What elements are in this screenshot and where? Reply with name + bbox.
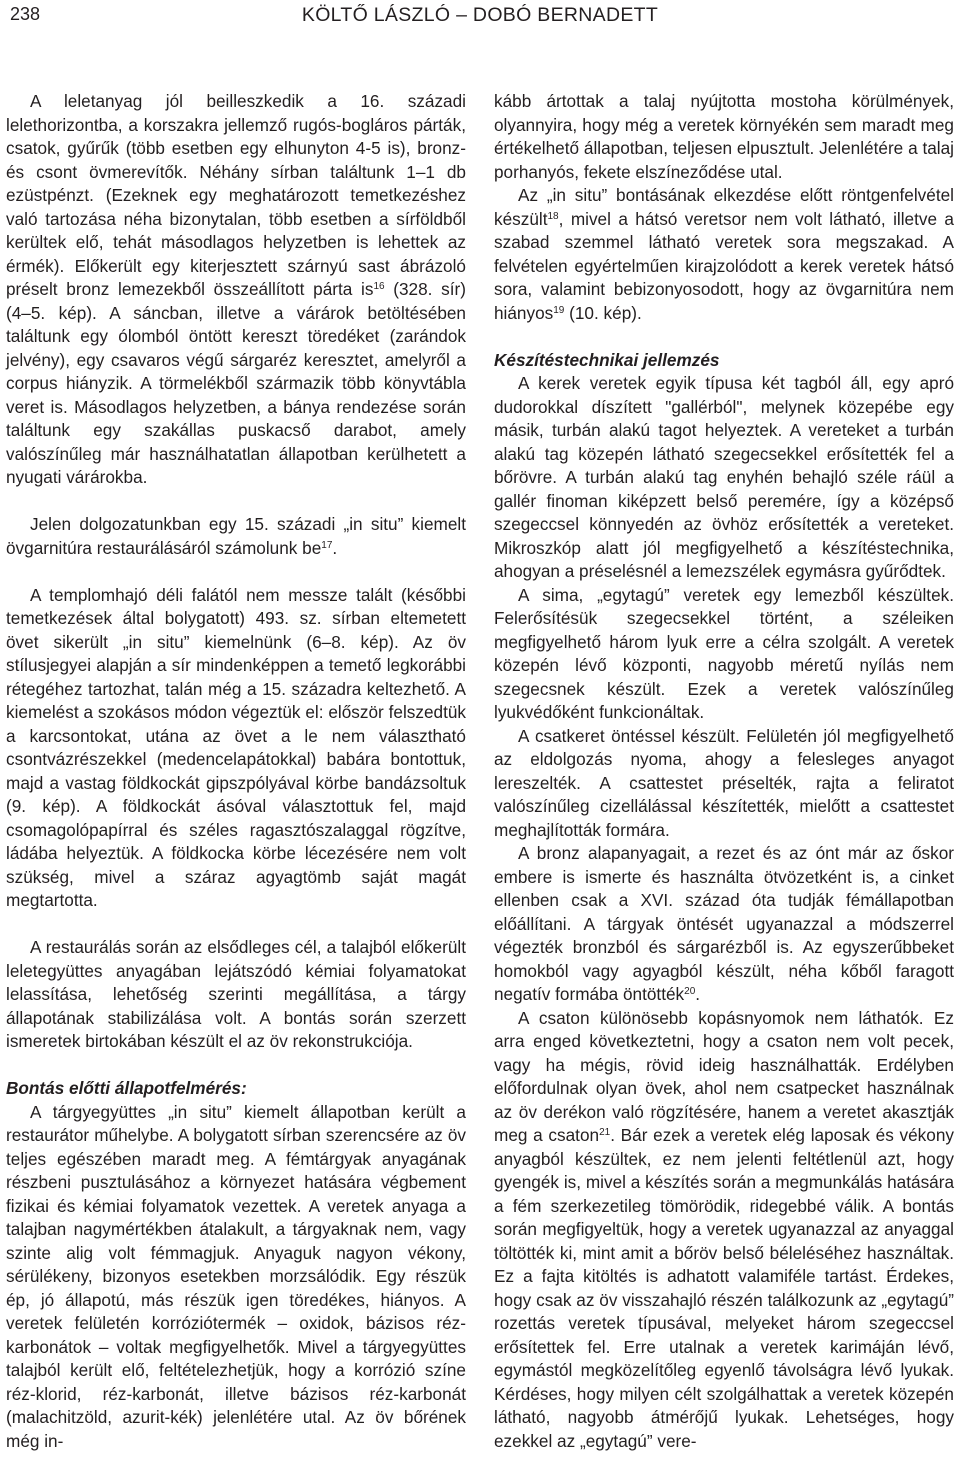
paragraph	[6, 90, 466, 490]
paragraph: A kerek veretek egyik típusa két tagból áll, egy apró dudorokkal díszített "gallérból", melynek közepébe egy másik, turbán alakú tagot helyeztek. A vereteket a turbán alakú tag közepén látható szegecsekkel erősítették fel a bőrövre. A turbán alakú tag enyhén behajló széle ráül a gallér finoman kiképzett belső peremére, így a középső szegeccsel könnyedén az övhöz erősítették a vereteket. Mikroszkóp alatt jól megfigyelhető a készítéstechnika, ahogyan a préselésnél a lemezszélek egymásra gyűrődtek.	[494, 373, 954, 581]
paragraph-text: . Bár ezek a veretek elég laposak és vékony anyagból készültek, ez nem jelenti feltétlenül azt, hogy gyengék is, mivel a készítés során a megmunkálás hatására a fém szerkezetileg tömörödik, ridegebbé válik. A bontás során megfigyeltük, hogy a veretek ugyanazzal az anyaggal töltötték ki, mint amit a bőröv belső béleléséhez használtak. Ez a fajta kitöltés is adhatott valamiféle tartást. Érdekes, hogy csak az öv visszahajló részén találkozunk az „egytagú” rozettás veretek típusával, melyeket három szegeccsel erősítettek fel. Erre utalnak a veretek karimáján lévő, egymástól megközelítőleg egyenlő távolságra lévő lyukak. Kérdéses, hogy milyen célt szolgálhattak a veretek közepén látható, nagyobb átmérőjű lyukak. Lehetséges, hogy ezekkel az „egytagú” vere-	[494, 1125, 954, 1451]
section-heading: Bontás előtti állapotfelmérés:	[6, 1078, 247, 1098]
paragraph	[494, 184, 954, 325]
footnote-ref: 17	[321, 539, 333, 551]
running-head: KÖLTŐ LÁSZLÓ – DOBÓ BERNADETT	[301, 4, 659, 26]
spacer	[494, 325, 954, 349]
spacer	[6, 1054, 466, 1078]
footnote-ref: 20	[684, 986, 696, 997]
left-column	[6, 90, 466, 1453]
footnote-ref: 16	[373, 281, 385, 292]
paragraph: A restaurálás során az elsődleges cél, a talajból előkerült leletegyüttes anyagában lejátszódó kémiai folyamatokat lelassítása, lehetőség szerinti megállítása, a tárgy állapotának stabilizálása volt. A bontás során szerzett ismeretek birtokában készült el az öv rekonstrukciója.	[6, 937, 466, 1051]
spacer	[6, 490, 466, 514]
paragraph-text: Az „in situ” bontásának elkezdése előtt röntgenfelvétel készült	[494, 185, 954, 229]
paragraph-text: A leletanyag jól beilleszkedik a 16. századi lelethorizontba, a korszakra jellemző rugós-bogláros párták, csatok, gyűrűk (több esetben egy elhunyton 4-5 is), bronz- és csont övmerevítők. Néhány sírban találtunk 1–1 db ezüstpénzt. (Ezeknek egy meghatározott temetkezéshez való tartozása néha bizonytalan, több esetben a sírföldből kerültek elő, tehát másodlagos helyzetben is lehettek az érmék). Előkerült egy kiterjesztett szárnyú sast ábrázoló préselt bronz lemezekből összeállított párta is	[6, 91, 466, 299]
paragraph-text: , mivel a hátsó veretsor nem volt látható, illetve a szabad szemmel látható veretek sora megszakad. A felvételen egyértelműen kirajzolódott a kerek veretek hátsó sora, valamint bebizonyosodott, hogy az övgarnitúra nem hiányos	[494, 208, 954, 323]
page-header	[0, 0, 960, 40]
footnote-ref: 18	[547, 210, 559, 222]
paragraph-text: Jelen dolgozatunkban egy 15. századi „in situ” kiemelt övgarnitúra restaurálásáról számolunk be	[6, 514, 466, 558]
paragraph	[494, 1007, 954, 1454]
paragraph: kább ártottak a talaj nyújtotta mostoha körülmények, olyannyira, hogy még a veretek környékén sem maradt meg értékelhető állapotban, teljesen elpusztult. Jelenlétére a talaj porhanyós, fekete elszíneződése utal.	[494, 91, 954, 182]
paragraph: A tárgyegyüttes „in situ” kiemelt állapotban került a restaurátor műhelybe. A bolygatott sírban szerencsére az öv teljes egészében maradt meg. A fémtárgyak anyagának részbeni pusztulásához a környezet hatására végbement fizikai és kémiai folyamatok vezettek. A veretek anyaga a talajban nagymértékben átalakult, a tárgyaknak nem, vagy szinte alig volt fémmagjuk. Anyaguk nagyon vékony, sérülékeny, bizonyos esetekben morzsálódik. Egy részük ép, jó állapotú, más részük igen töredékes, hiányos. A veretek felületén korróziótermék – oxidok, bázisos réz-karbonátok – voltak megfigyelhetők. Mivel a tárgyegyüttes talajból került elő, feltételezhetjük, hogy a korrózió színe réz-klorid, réz-karbonát, illetve bázisos réz-karbonát (malachitzöld, azurit-kék) jelenlétére utal. Az öv bőrének még in-	[6, 1101, 466, 1451]
paragraph	[6, 513, 466, 560]
paragraph	[494, 842, 954, 1007]
paragraph-text: A csaton különösebb kopásnyomok nem láthatók. Ez arra enged következtetni, hogy a csaton nem volt pecek, vagy ha mégis, rövid ideig használhatták. Erdélyben előfordulnak olyan övek, ahol nem csatpecket használnak az öv derékon való rögzítésére, hanem a veretet akasztják meg a csaton	[494, 1007, 954, 1145]
right-column	[494, 90, 954, 1453]
paragraph-text: (328. sír) (4–5. kép). A sáncban, illetve a várárok betöltésében találtunk egy ólomból öntött kereszt töredéket (zarándok jelvény), egy csavaros végű sárgaréz keresztet, amelyről a corpus hiányzik. A törmelékből származik több könyvtábla veret is. Másodlagos helyzetben, a bánya rendezése során találtunk egy szakállas puskacső darabot, amely valószínűleg már használhatatlan állapotban kerülhetett a nyugati várárokba.	[6, 279, 466, 487]
spacer	[6, 913, 466, 937]
section-heading: Készítéstechnikai jellemzés	[494, 349, 720, 370]
page-number: 238	[10, 4, 41, 24]
footnote-ref: 19	[553, 304, 565, 316]
footnote-ref: 21	[599, 1127, 611, 1138]
paragraph: A templomhajó déli falától nem messze talált (későbbi temetkezések által bolygatott) 493. sz. sírban eltemetett övet sikerült „in situ” kiemelnünk (6–8. kép). Az öv stílusjegyei alapján a sír mindenképpen a temető legkorábbi rétegéhez tartozhat, talán még a 15. századra keltezhető. A kiemelést a szokásos módon végeztük el: először felszedtük a karcsontokat, utána az övet a le nem választható csontvázrészekkel (medencelapátokkal) babára bontottuk, majd a vastag földkockát gipszpólyával körbe bandázsoltuk (9. kép). A földkockát ásóval választottuk fel, majd csomagolópapírral és széles ragasztószalaggal rögzítve, ládába helyeztük. A földkocka körbe lécezésére nem volt szükség, mivel a száraz agyagtömb saját magát megtartotta.	[6, 584, 466, 910]
paragraph-text: (10. kép).	[564, 302, 642, 323]
paragraph-text: A bronz alapanyagait, a rezet és az ónt már az őskor embere is ismerte és használta ötvözetként is, a cinket ellenben csak a XVI. század óta tudják fémállapotban előállítani. A tárgyak öntését ugyanazzal a módszerrel végezték bronzból és sárgarézből is. Az egyszerűbbeket homokból vagy agyagból készült, néha kőből faragott negatív formába öntötték	[494, 843, 954, 1004]
paragraph-text: .	[332, 537, 338, 558]
paragraph-text: .	[695, 984, 701, 1004]
spacer	[6, 560, 466, 584]
paragraph: A csatkeret öntéssel készült. Felületén jól megfigyelhető az eldolgozás nyoma, ahogy a felesleges anyagot lereszelték. A csattestet préselték, rajta a feliratot valószínűleg cizellálással készítették, mielőtt a csattestet meghajlították formára.	[494, 725, 954, 840]
paragraph: A sima, „egytagú” veretek egy lemezből készültek. Felerősítésük szegecsekkel történt, a széleiken megfigyelhető három lyuk erre a célra szolgált. A veretek közepén lévő központi, nagyobb méretű nyílás nem szegecsnek készült. Ezek a veretek valószínűleg lyukvédőként funkcionáltak.	[494, 584, 954, 722]
